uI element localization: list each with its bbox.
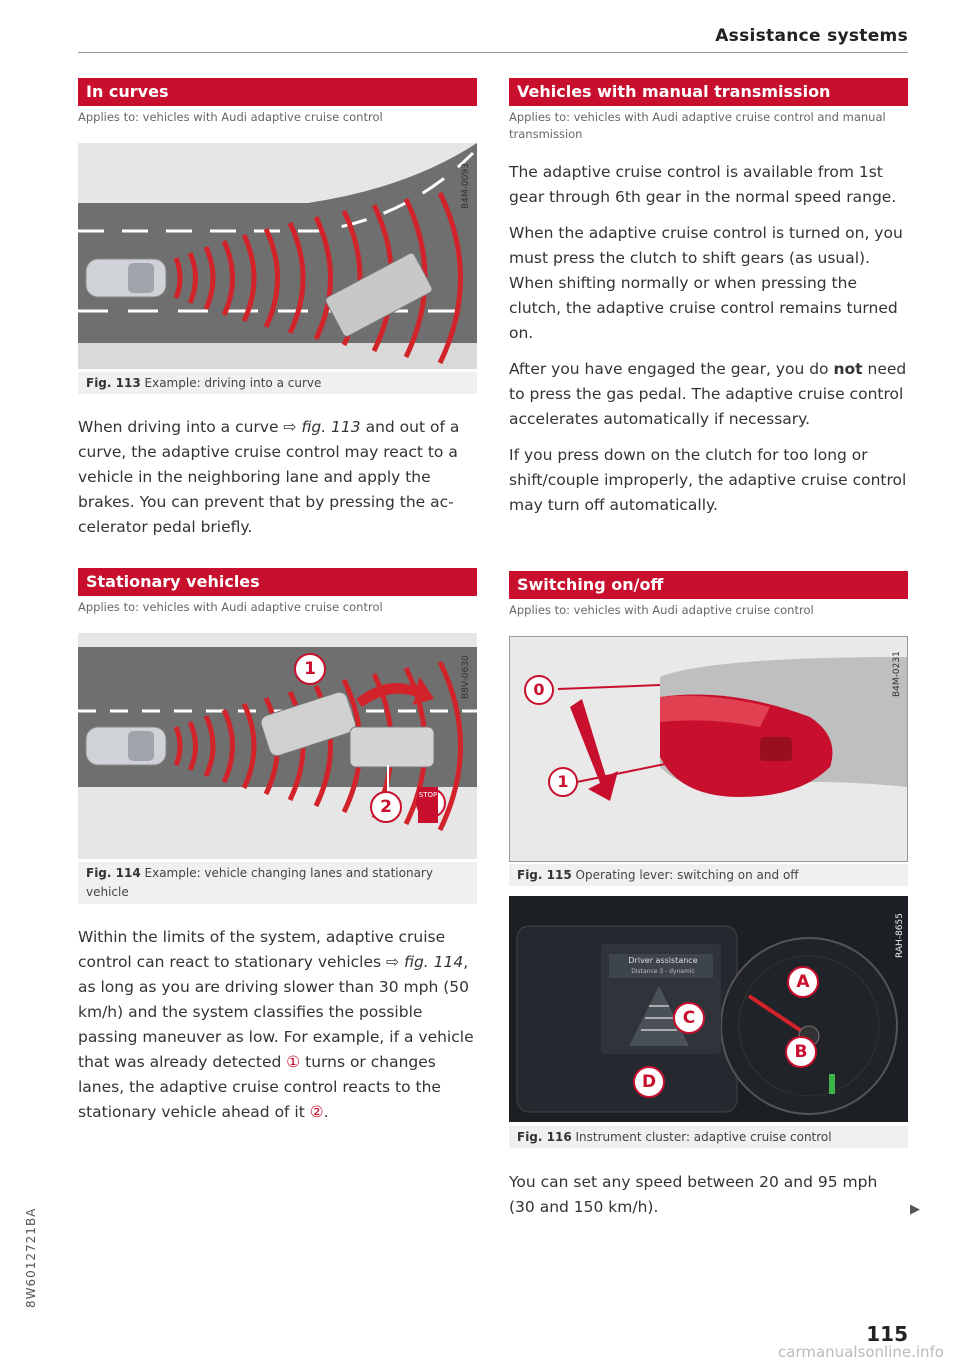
section-heading-switching-on-off: Switching on/off — [509, 571, 908, 599]
applies-to-curves: Applies to: vehicles with Audi adaptive cruise control — [78, 110, 383, 124]
stationary-text-3: turns or changes lanes, the adaptive cruise control reacts to the stationary vehicle ahead of it — [78, 1053, 441, 1121]
marker-1-lever-icon: 1 — [548, 767, 578, 797]
driver-assistance-panel-title: Driver assistance — [628, 956, 698, 965]
manual-paragraph-4: If you press down on the clutch for too long or shift/couple improperly, the adaptive cruise control may turn off automatically. — [509, 446, 907, 514]
figure-113-id: B4M-0093 — [461, 163, 471, 209]
stationary-text-2: , as long as you are driving slower than 30 mph (50 km/h) and the system classifies the possible passing maneuver as low. For example, if a vehicle that was already detected — [78, 953, 474, 1071]
inline-marker-2: ② — [309, 1103, 324, 1121]
marker-b-icon: B — [785, 1036, 817, 1068]
curves-text-2: and out of a curve, the adaptive cruise control may react to a vehicle in the neighboring lane and apply the brakes. You can prevent that by pressing the accelerator pedal briefly. — [78, 418, 460, 536]
applies-to-manual: Applies to: vehicles with Audi adaptive cruise control and manual transmission — [509, 110, 886, 141]
figure-114-id: B8V-0630 — [461, 655, 471, 699]
figure-114-illustration — [78, 633, 477, 859]
figure-115-label: Fig. 115 — [517, 868, 572, 882]
figure-116-label: Fig. 116 — [517, 1130, 572, 1144]
manual-paragraph-3 — [509, 357, 908, 432]
figure-115-caption — [509, 864, 908, 886]
figure-116-caption-text: Instrument cluster: adaptive cruise control — [575, 1130, 832, 1144]
stop-sign-icon: STOP — [418, 791, 438, 799]
fig-114-reference[interactable]: ⇨ fig. 114 — [386, 953, 464, 971]
document-code: 8W6012721BA — [24, 1207, 38, 1308]
switching-paragraph — [509, 1170, 889, 1231]
section-heading-stationary-vehicles: Stationary vehicles — [78, 568, 477, 596]
switching-paragraph-1: You can set any speed between 20 and 95 mph (30 and 150 km/h). — [509, 1173, 878, 1216]
watermark: carmanualsonline.info — [778, 1343, 944, 1361]
figure-116-caption — [509, 1126, 908, 1148]
manual-p3-bold: not — [833, 360, 863, 378]
figure-113-caption-text: Example: driving into a curve — [144, 376, 322, 390]
manual-p3-text-2: need to press the gas pedal. The adaptive cruise control accelerates automatically if necessary. — [509, 360, 907, 428]
figure-113-illustration — [78, 143, 477, 369]
manual-paragraphs — [509, 160, 908, 529]
figure-115-caption-text: Operating lever: switching on and off — [575, 868, 799, 882]
stationary-text-1: Within the limits of the system, adaptive cruise control can react to stationary vehicles — [78, 928, 446, 971]
marker-1-icon: 1 — [294, 653, 326, 685]
figure-114-caption-text: Example: vehicle changing lanes and stationary vehicle — [86, 866, 433, 899]
marker-d-icon: D — [633, 1066, 665, 1098]
marker-a-icon: A — [787, 966, 819, 998]
manual-paragraph-1: The adaptive cruise control is available from 1st gear through 6th gear in the normal speed range. — [509, 163, 897, 206]
figure-113-caption — [78, 372, 477, 394]
curves-text-1: When driving into a curve — [78, 418, 284, 436]
fig-113-reference[interactable]: ⇨ fig. 113 — [283, 418, 361, 436]
stationary-text-4: . — [323, 1103, 329, 1121]
curves-paragraph — [78, 415, 477, 551]
figure-116-illustration — [509, 896, 908, 1122]
section-heading-manual-transmission: Vehicles with manual transmission — [509, 78, 908, 106]
section-heading-in-curves: In curves — [78, 78, 477, 106]
figure-114-label: Fig. 114 — [86, 866, 141, 880]
manual-p3-text-1: After you have engaged the gear, you do — [509, 360, 834, 378]
marker-2-icon: 2 — [370, 791, 402, 823]
header-rule — [78, 52, 908, 53]
driver-assistance-panel-subtitle: Distance 3 - dynamic — [631, 968, 695, 975]
inline-marker-1: ① — [286, 1053, 301, 1071]
marker-c-icon: C — [673, 1002, 705, 1034]
applies-to-switching: Applies to: vehicles with Audi adaptive cruise control — [509, 603, 814, 617]
figure-113-label: Fig. 113 — [86, 376, 141, 390]
figure-115-illustration — [509, 636, 908, 862]
marker-0-icon: 0 — [524, 675, 554, 705]
page-number: 115 — [866, 1322, 908, 1346]
figure-115-id: B4M-0231 — [892, 651, 902, 697]
running-header: Assistance systems — [715, 26, 908, 46]
figure-116-id: RAH-8655 — [895, 913, 905, 958]
manual-paragraph-2: When the adaptive cruise control is turned on, you must press the clutch to shift gears (as usual). When shifting normally or when pressing the clutch, the adaptive cruise control remains turned on. — [509, 224, 903, 342]
stationary-paragraph — [78, 925, 477, 1136]
figure-114-caption — [78, 862, 477, 904]
continue-arrow-icon: ▶ — [910, 1202, 920, 1217]
applies-to-stationary: Applies to: vehicles with Audi adaptive cruise control — [78, 600, 383, 614]
